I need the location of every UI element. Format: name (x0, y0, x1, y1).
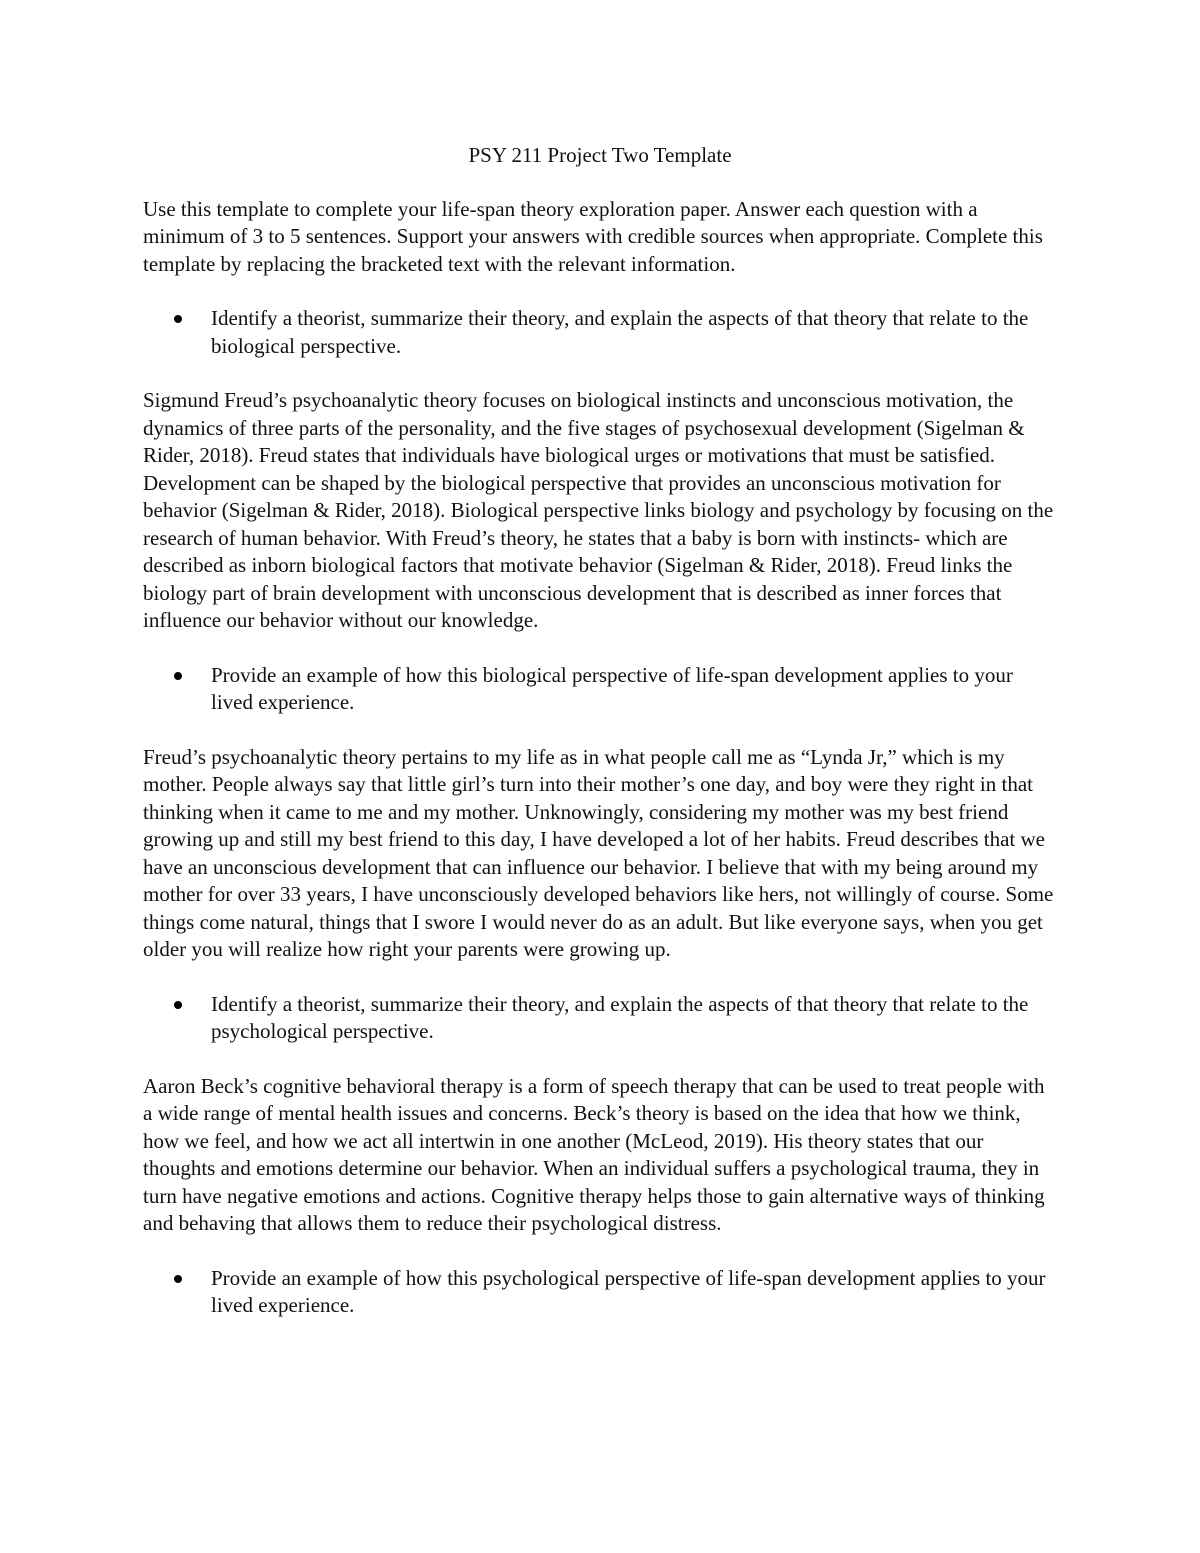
question-1 (143, 305, 1057, 360)
bullet-icon (143, 1265, 211, 1320)
document-title: PSY 211 Project Two Template (468, 143, 732, 167)
bullet-icon (143, 662, 211, 717)
intro-paragraph: Use this template to complete your life-span theory exploration paper. Answer each question with a minimum of 3 to 5 sentences. Support your answers with credible sources when appropriate. Complete this template by replacing the bracketed text with the relevant information. (143, 196, 1043, 276)
question-3 (143, 991, 1057, 1046)
question-4-prompt: Provide an example of how this psychological perspective of life-span development applies to your lived experience. (211, 1265, 1046, 1317)
answer-3: Aaron Beck’s cognitive behavioral therapy is a form of speech therapy that can be used to treat people with a wide range of mental health issues and concerns. Beck’s theory is based on the idea that how we think, how we feel, and how we act all intertwin in one another (McLeod, 2019). His theory states that our thoughts and emotions determine our behavior. When an individual suffers a psychological trauma, they in turn have negative emotions and actions. Cognitive therapy helps those to gain alternative ways of thinking and behaving that allows them to reduce their psychological distress. (143, 1073, 1045, 1235)
question-3-prompt: Identify a theorist, summarize their theory, and explain the aspects of that theory that relate to the psychological perspective. (211, 991, 1029, 1043)
answer-2: Freud’s psychoanalytic theory pertains to my life as in what people call me as “Lynda Jr,” which is my mother. People always say that little girl’s turn into their mother’s one day, and boy were they right in that thinking when it came to me and my mother. Unknowingly, considering my mother was my best friend growing up and still my best friend to this day, I have developed a lot of her habits. Freud describes that we have an unconscious development that can influence our behavior. I believe that with my being around my mother for over 33 years, I have unconsciously developed behaviors like hers, not willingly of course. Some things come natural, things that I swore I would never do as an adult. But like everyone says, when you get older you will realize how right your parents were growing up. (143, 744, 1054, 961)
question-2-prompt: Provide an example of how this biological perspective of life-span development applies to your lived experience. (211, 662, 1013, 714)
question-1-prompt: Identify a theorist, summarize their theory, and explain the aspects of that theory that relate to the biological perspective. (211, 306, 1029, 358)
bullet-icon (143, 305, 211, 360)
document-body (143, 142, 1057, 1347)
question-4 (143, 1265, 1057, 1320)
question-2 (143, 662, 1057, 717)
answer-1: Sigmund Freud’s psychoanalytic theory focuses on biological instincts and unconscious motivation, the dynamics of three parts of the personality, and the five stages of psychosexual development (Sigelman & Rider, 2018). Freud states that individuals have biological urges or motivations that must be satisfied. Development can be shaped by the biological perspective that provides an unconscious motivation for behavior (Sigelman & Rider, 2018). Biological perspective links biology and psychology by focusing on the research of human behavior. With Freud’s theory, he states that a baby is born with instincts- which are described as inborn biological factors that motivate behavior (Sigelman & Rider, 2018). Freud links the biology part of brain development with unconscious development that is described as inner forces that influence our behavior without our knowledge. (143, 388, 1054, 632)
bullet-icon (143, 991, 211, 1046)
